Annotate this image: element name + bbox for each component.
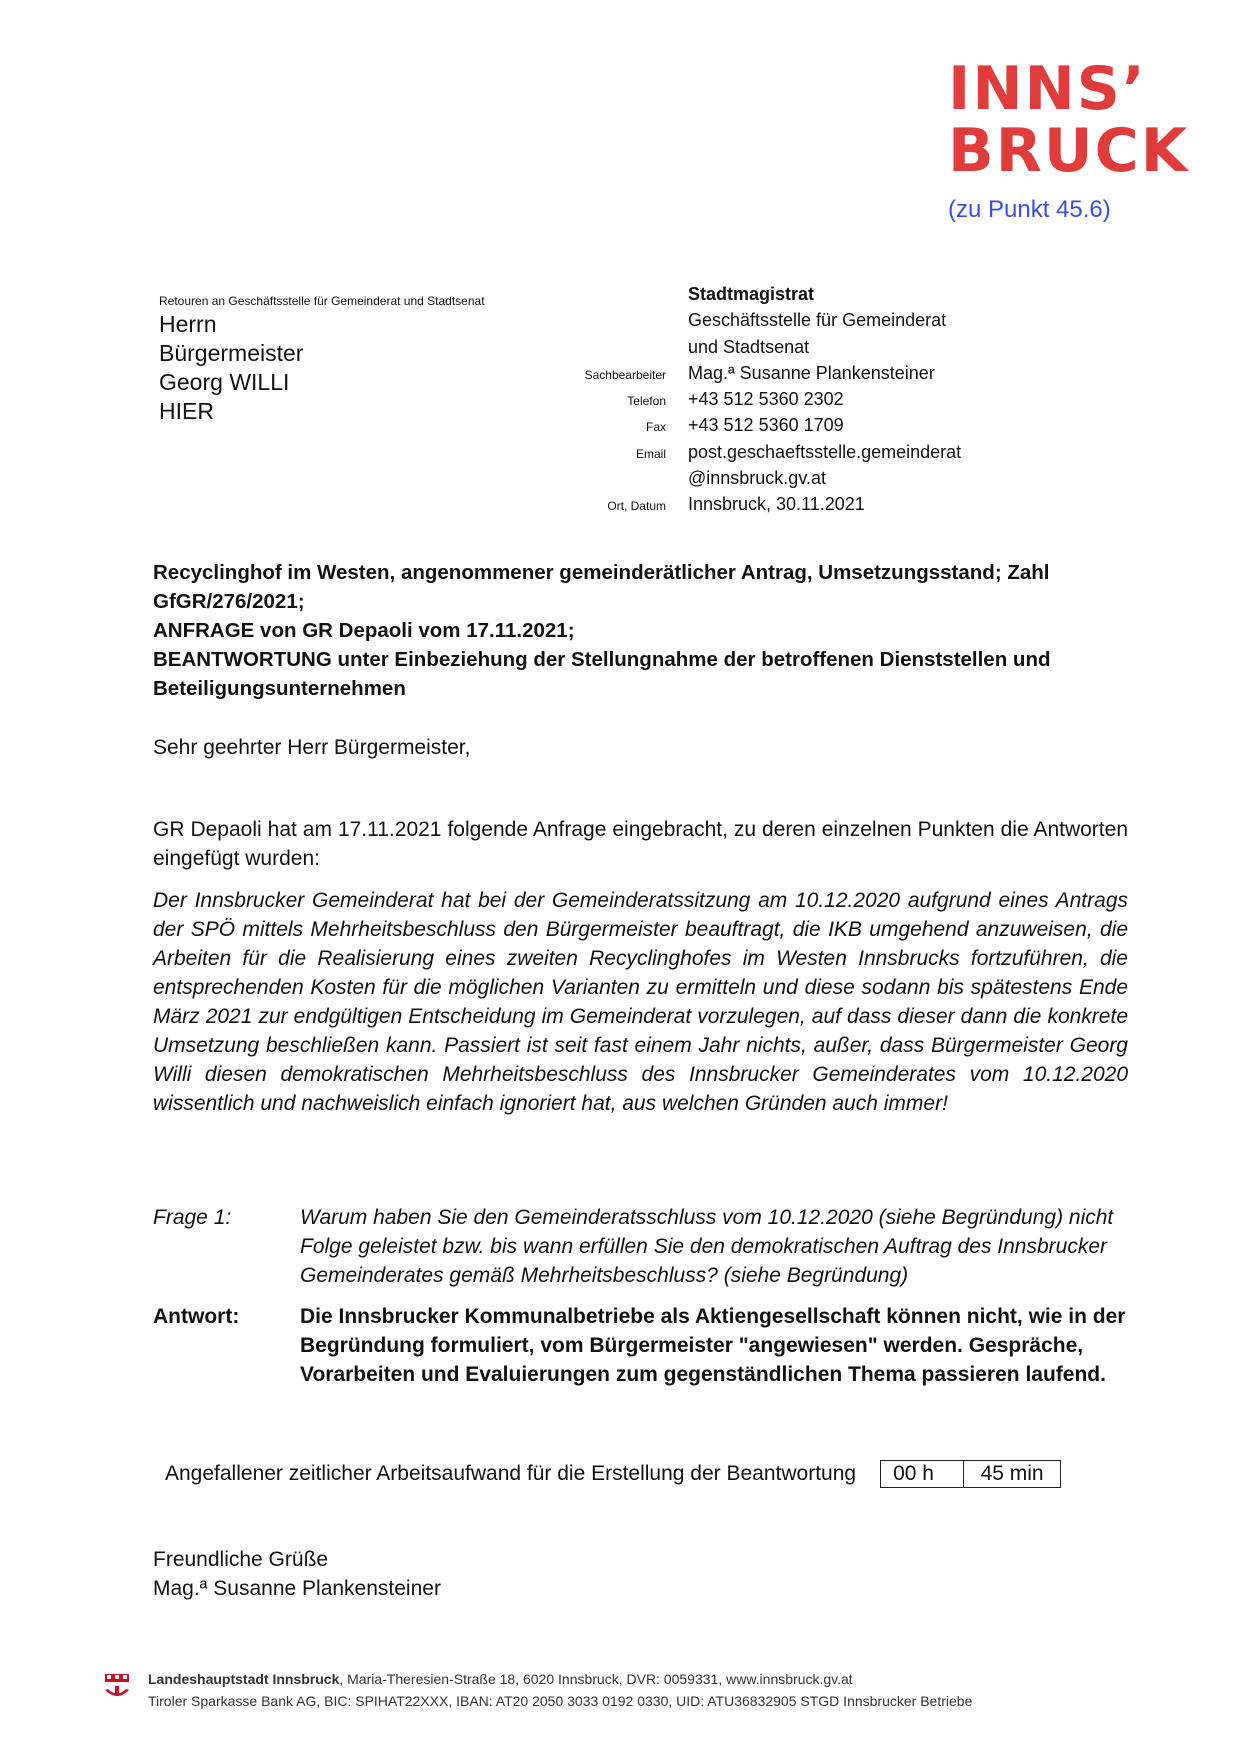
question-label: Frage 1:	[153, 1206, 232, 1229]
field-label: Sachbearbeiter	[584, 367, 666, 382]
sender-info	[540, 284, 1020, 521]
sender-office: Stadtmagistrat	[688, 284, 815, 304]
answer-text: Die Innsbrucker Kommunalbetriebe als Aktiengesellschaft können nicht, wie in der Begründung formuliert, vom Bürgermeister "angewiesen" werden. Gespräche, Vorarbeiten und Evaluierungen zum gegenständlichen Thema passieren laufend.	[300, 1305, 1126, 1386]
city-crest-icon	[102, 1672, 132, 1706]
footer-city: Landeshauptstadt Innsbruck	[148, 1671, 340, 1687]
footer-bank: Tiroler Sparkasse Bank AG, BIC: SPIHAT22XXX, IBAN: AT20 2050 3033 0192 0330, UID: ATU36832905 STGD Innsbrucker Betriebe	[148, 1693, 973, 1709]
closing-greeting: Freundliche Grüße	[153, 1548, 329, 1571]
innsbruck-logo	[948, 54, 1198, 186]
field-value: post.geschaeftsstelle.gemeinderat	[688, 441, 962, 462]
inquiry-quote: Der Innsbrucker Gemeinderat hat bei der Gemeinderatssitzung am 10.12.2020 aufgrund eines Antrags der SPÖ mittels Mehrheitsbeschluss den Bürgermeister beauftragt, die IKB umgehend anzuweisen, die Arbeiten für die Realisierung eines zweiten Recyclinghofes im Westen Innsbrucks fortzuführen, die entsprechenden Kosten für die möglichen Varianten zu ermitteln und diese sodann bis spätestens Ende März 2021 zur endgültigen Entscheidung im Gemeinderat vorzulegen, auf dass dieser dann die konkrete Umsetzung beschließen kann. Passiert ist seit fast einem Jahr nichts, außer, dass Bürgermeister Georg Willi diesen demokratischen Mehrheitsbeschluss des Innsbrucker Gemeinderates vom 10.12.2020 wissentlich und nachweislich einfach ignoriert hat, aus welchen Gründen auch immer!	[153, 889, 1128, 1115]
effort-hours: 00 h	[881, 1461, 964, 1487]
recipient-line: Georg WILLI	[159, 369, 290, 395]
footer	[148, 1668, 972, 1712]
closing	[153, 1545, 441, 1603]
intro-paragraph: GR Depaoli hat am 17.11.2021 folgende Anfrage eingebracht, zu deren einzelnen Punkten die Antworten eingefügt wurden:	[153, 818, 1128, 870]
footer-address: , Maria-Theresien-Straße 18, 6020 Innsbruck, DVR: 0059331, www.innsbruck.gv.at	[339, 1671, 853, 1687]
subject-line: BEANTWORTUNG unter Einbeziehung der Stellungnahme der betroffenen Dienststellen und Beteiligungsunternehmen	[153, 648, 1051, 700]
return-address: Retouren an Geschäftsstelle für Gemeinderat und Stadtsenat	[159, 294, 485, 308]
recipient-line: Bürgermeister	[159, 340, 304, 366]
field-value: +43 512 5360 2302	[688, 389, 844, 410]
field-label: Telefon	[627, 394, 666, 409]
answer-row	[153, 1302, 1128, 1389]
work-effort	[165, 1460, 1061, 1488]
greeting: Sehr geehrter Herr Bürgermeister,	[153, 736, 471, 759]
agenda-point: (zu Punkt 45.6)	[948, 196, 1111, 223]
effort-minutes: 45 min	[980, 1462, 1044, 1485]
question-text: Warum haben Sie den Gemeinderatsschluss vom 10.12.2020 (siehe Begründung) nicht Folge geleistet bzw. bis wann erfüllen Sie den demokratischen Auftrag des Innsbrucker Gemeinderates gemäß Mehrheitsbeschluss? (siehe Begründung)	[300, 1206, 1114, 1287]
effort-box	[880, 1460, 1061, 1488]
logo-line-1: INNS’	[948, 54, 1147, 124]
field-value: +43 512 5360 1709	[688, 415, 844, 436]
logo-line-2: BRUCK	[948, 116, 1190, 186]
question-row	[153, 1203, 1128, 1290]
subject-block	[153, 558, 1113, 703]
subject-line: Recyclinghof im Westen, angenommener gemeinderätlicher Antrag, Umsetzungsstand; Zahl GfGR/276/2021;	[153, 561, 1050, 613]
field-label: Ort, Datum	[607, 499, 666, 514]
question-answer	[153, 1203, 1128, 1401]
field-label: Fax	[645, 420, 666, 435]
sender-dept-1: Geschäftsstelle für Gemeinderat	[688, 310, 947, 331]
sender-dept-2: und Stadtsenat	[688, 336, 810, 357]
effort-label: Angefallener zeitlicher Arbeitsaufwand für die Erstellung der Beantwortung	[165, 1462, 857, 1485]
recipient-line: Herrn	[159, 311, 217, 337]
recipient-line: HIER	[159, 398, 214, 424]
field-value: @innsbruck.gv.at	[688, 468, 826, 489]
recipient-address	[159, 310, 303, 426]
field-value: Innsbruck, 30.11.2021	[688, 494, 865, 515]
signature-name: Mag.ª Susanne Plankensteiner	[153, 1577, 441, 1600]
field-value: Mag.ª Susanne Plankensteiner	[688, 362, 935, 383]
field-label: Email	[635, 446, 666, 461]
answer-label: Antwort:	[153, 1305, 240, 1328]
subject-line: ANFRAGE von GR Depaoli vom 17.11.2021;	[153, 619, 575, 642]
